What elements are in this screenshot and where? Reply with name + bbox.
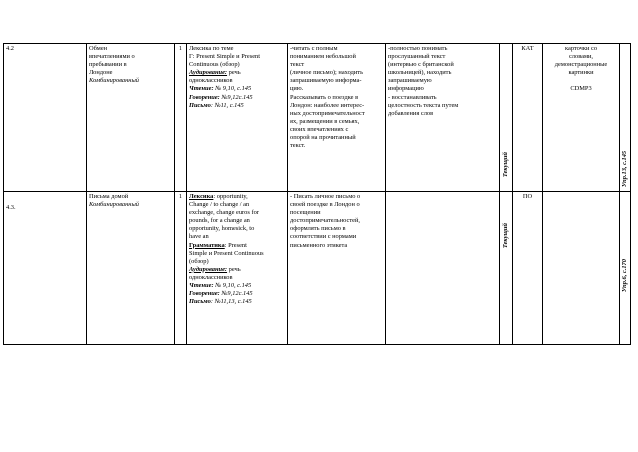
lesson-number: 4.2 <box>4 44 87 192</box>
skills-line: достопримечательностей, <box>290 217 360 225</box>
skills-line: ях, размещении в семьях, <box>290 117 360 125</box>
lesson-number: 4.3. <box>4 192 87 345</box>
activity-line: - восстанавливать <box>388 93 437 101</box>
activity-line: прослушанный текст <box>388 53 446 61</box>
lesson-plan-table <box>3 43 631 345</box>
skills-line: опорой на прочитанный <box>290 134 356 142</box>
skills-line: своей поездке в Лондон о <box>290 201 360 209</box>
skills-line: текст. <box>290 142 306 150</box>
activity-line: -полностью понимать <box>388 45 448 52</box>
writing-skills <box>288 192 386 345</box>
lesson-content: Лексика по теме Г: Present Simple и Present Continuous (обзор) Аудирование: речь одноклассников Чтение: № 9,10, с.145 Говорение: №9,12с.145 Письмо: №11, с.145 <box>187 44 288 192</box>
equipment-line: карточки со <box>564 45 598 52</box>
lesson-type: Комбинированный <box>89 201 139 209</box>
hours-count: 1 <box>175 44 187 192</box>
skills-line: Лондон: наиболее интерес- <box>290 101 365 109</box>
skills-line: соответствии с нормами <box>290 233 357 241</box>
activity-line: целостность текста путем <box>388 101 459 109</box>
activity-line: запрашиваемую <box>388 77 432 85</box>
lesson-type: Комбинированный <box>89 77 139 85</box>
control-type: Текущий <box>500 192 513 345</box>
listening-skills <box>386 44 500 192</box>
skills-line: оформлять письмо в <box>290 225 346 233</box>
equipment-line: словами, <box>568 53 594 61</box>
skills-line: -читать с полным <box>290 45 338 52</box>
activity-line: (интервью с британской <box>388 61 454 69</box>
skills-line: посещении <box>290 209 321 217</box>
table-row <box>4 192 631 345</box>
skills-line: (личное письмо); находить <box>290 69 364 77</box>
equipment-line: CDMP3 <box>570 85 592 93</box>
material-code: ПО <box>513 192 543 345</box>
equipment-line: демонстрационные <box>554 61 608 69</box>
homework: Упр.6, с.170 <box>620 192 631 345</box>
skills-line: цию. <box>290 85 304 93</box>
activity-line: школьницей), находить <box>388 69 452 77</box>
skills-line: - Писать личное письмо о <box>290 193 361 200</box>
lesson-content: Лексика: opportunity, Change / to change / an exchange, change euros for pounds, for a change an opportunity, homesick, to have an Грамматика: Present Simple и Present Continuous (обзор) Аудирование: речь одноклассников Чтение: № 9,10, с.145 Говорение: №9,12с.145 Письмо: №11,13, с.145 <box>187 192 288 345</box>
control-type: Текущий <box>500 44 513 192</box>
speaking-skills <box>288 44 386 192</box>
activity-line: информацию <box>388 85 424 93</box>
skills-line: запрашиваемую информа- <box>290 77 362 85</box>
lesson-topic: Письма домой Комбинированный <box>87 192 175 345</box>
equipment-line <box>545 77 617 85</box>
skills-line: текст <box>290 61 305 69</box>
lesson-topic: Обмен впечатлениями о пребывании в Лондоне Комбинированный <box>87 44 175 192</box>
skills-line: ных достопримечательност <box>290 109 365 117</box>
equipment <box>543 44 620 192</box>
skills-line: пониманием небольшой <box>290 53 356 61</box>
equipment <box>543 192 620 345</box>
skills-line: письменного этикета <box>290 241 348 249</box>
table-row <box>4 44 631 192</box>
activity-line: добавления слов <box>388 109 434 117</box>
skills-line: своих впечатлениях с <box>290 125 349 133</box>
material-code: КАТ <box>513 44 543 192</box>
homework: Упр.13, с.145 <box>620 44 631 192</box>
listening-skills <box>386 192 500 345</box>
equipment-line: картинки <box>568 69 594 77</box>
hours-count: 1 <box>175 192 187 345</box>
skills-line: Рассказывать о поездке в <box>290 93 359 101</box>
